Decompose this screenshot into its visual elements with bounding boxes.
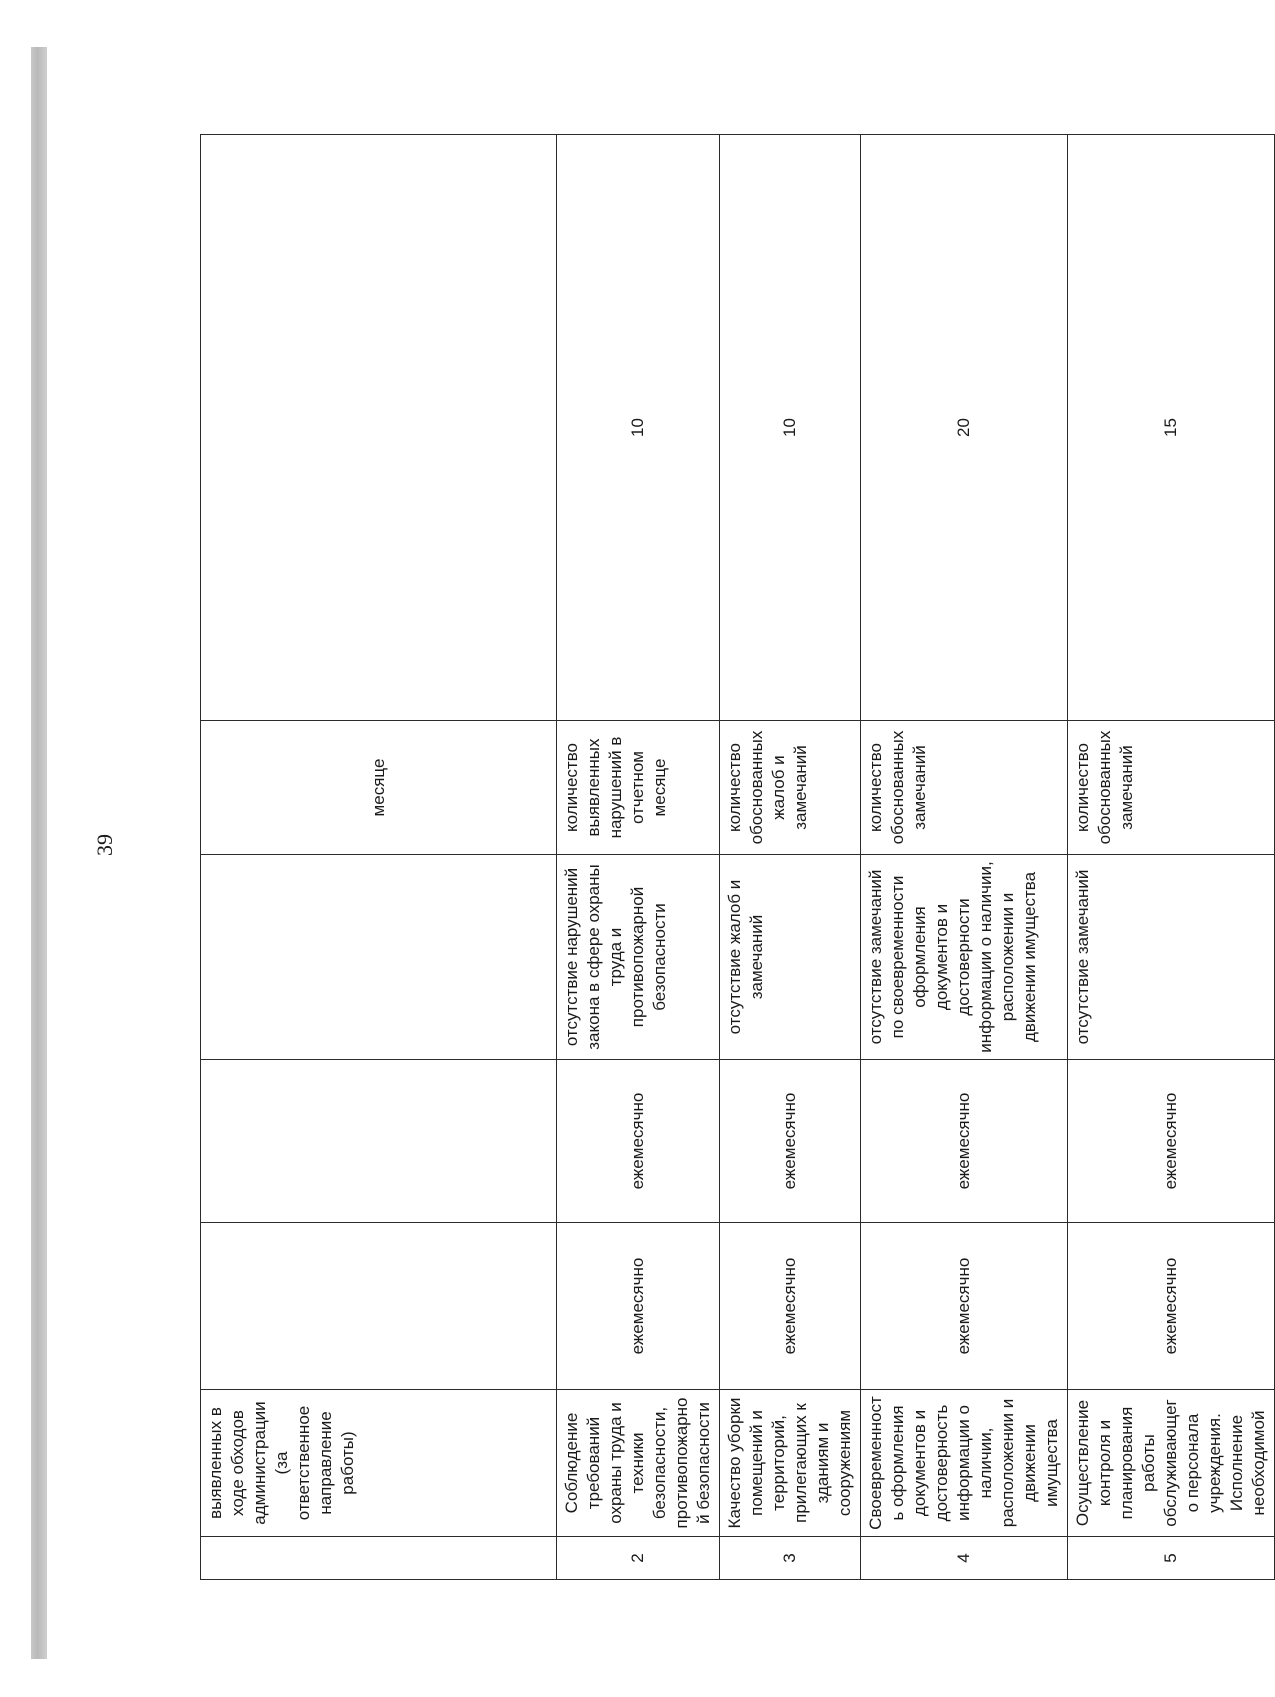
- points-cell: 15: [1068, 135, 1275, 721]
- measure-cell: количество обоснованных замечаний: [861, 721, 1068, 855]
- table-row: [720, 135, 861, 1580]
- points-cell: 10: [720, 135, 861, 721]
- indicator-cell: Осуществление контроля и планирования работы обслуживающего персонала учреждения. Исполнение необходимой: [1068, 1390, 1275, 1537]
- periodicity-cell: ежемесячно: [861, 1060, 1068, 1223]
- criterion-cell: отсутствие жалоб и замечаний: [720, 855, 861, 1060]
- periodicity-cell: ежемесячно: [720, 1223, 861, 1390]
- periodicity-cell: ежемесячно: [1068, 1060, 1275, 1223]
- page-number: 39: [92, 834, 117, 856]
- criteria-table: [200, 134, 1275, 1580]
- criterion-cell: отсутствие замечаний по своевременности оформления документов и достоверности информации о наличии, расположении и движении имущества: [861, 855, 1068, 1060]
- periodicity-cell: ежемесячно: [557, 1060, 720, 1223]
- periodicity-cell: ежемесячно: [557, 1223, 720, 1390]
- indicator-cell: Качество уборки помещений и территорий, прилегающих к зданиям и сооружениям: [720, 1390, 861, 1537]
- periodicity-cell: ежемесячно: [720, 1060, 861, 1223]
- measure-cell: месяце: [201, 721, 557, 855]
- table-row: [201, 135, 557, 1580]
- indicator-cell: Своевременность оформления документов и достоверность информации о наличии, расположении и движении имущества: [861, 1390, 1068, 1537]
- row-number: 4: [861, 1537, 1068, 1580]
- indicator-cell: выявленных в ходе обходов администрации (за ответственное направление работы): [201, 1390, 557, 1537]
- table-row: [1068, 135, 1275, 1580]
- points-cell: 20: [861, 135, 1068, 721]
- scan-edge-shadow: [31, 47, 47, 1659]
- periodicity-cell: [201, 1060, 557, 1223]
- periodicity-cell: ежемесячно: [1068, 1223, 1275, 1390]
- measure-cell: количество обоснованных замечаний: [1068, 721, 1275, 855]
- measure-cell: количество выявленных нарушений в отчетном месяце: [557, 721, 720, 855]
- criterion-cell: отсутствие нарушений закона в сфере охраны труда и противопожарной безопасности: [557, 855, 720, 1060]
- points-cell: [201, 135, 557, 721]
- periodicity-cell: [201, 1223, 557, 1390]
- points-cell: 10: [557, 135, 720, 721]
- table-row: [861, 135, 1068, 1580]
- measure-cell: количество обоснованных жалоб и замечаний: [720, 721, 861, 855]
- row-number: 5: [1068, 1537, 1275, 1580]
- periodicity-cell: ежемесячно: [861, 1223, 1068, 1390]
- indicator-cell: Соблюдение требований охраны труда и техники безопасности, противопожарной безопасности: [557, 1390, 720, 1537]
- row-number: 2: [557, 1537, 720, 1580]
- row-number: [201, 1537, 557, 1580]
- criterion-cell: отсутствие замечаний: [1068, 855, 1275, 1060]
- row-number: 3: [720, 1537, 861, 1580]
- table-row: [557, 135, 720, 1580]
- criterion-cell: [201, 855, 557, 1060]
